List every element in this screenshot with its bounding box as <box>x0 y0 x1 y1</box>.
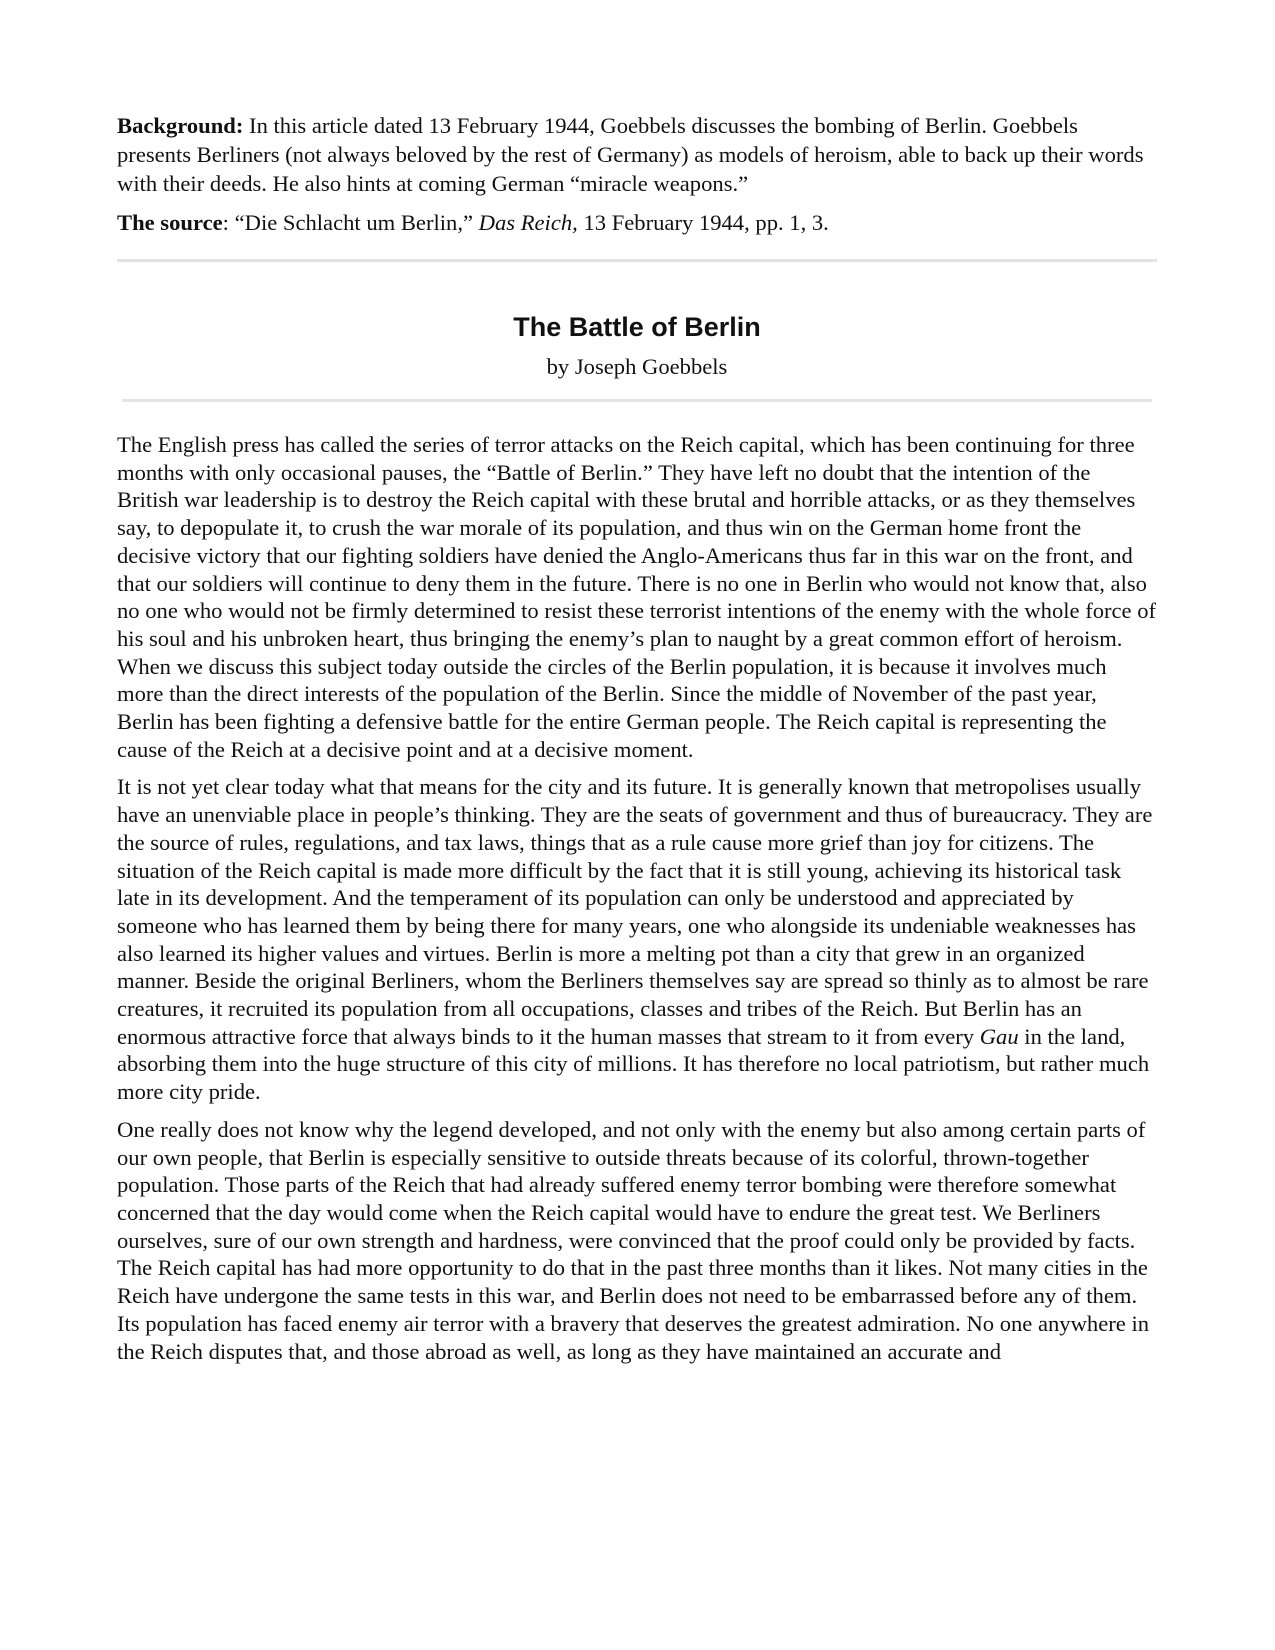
body-paragraph-2 <box>117 773 1157 1105</box>
source-paragraph <box>117 208 1157 237</box>
article-byline: by Joseph Goebbels <box>546 354 728 379</box>
article-body <box>117 431 1157 1365</box>
source-label: The source <box>117 210 223 235</box>
background-paragraph <box>117 111 1157 198</box>
background-text: In this article dated 13 February 1944, Goebbels discusses the bombing of Berlin. Goebbels presents Berliners (not always beloved by the rest of Germany) as models of heroism, able to back up their words with their deeds. He also hints at coming German “miracle weapons.” <box>117 113 1144 196</box>
article-title: The Battle of Berlin <box>513 312 761 342</box>
source-title: “Die Schlacht um Berlin,” <box>234 210 479 235</box>
intro-section <box>117 111 1157 237</box>
title-divider <box>122 399 1152 402</box>
source-details: 13 February 1944, pp. 1, 3. <box>577 210 829 235</box>
paragraph-2-text-a: It is not yet clear today what that means for the city and its future. It is generally known that metropolises usually have an unenviable place in people’s thinking. They are the seats of government and thus of bureaucracy. They are the source of rules, regulations, and tax laws, things that as a rule cause more grief than joy for citizens. The situation of the Reich capital is made more difficult by the fact that it is still young, achieving its historical task late in its development. And the temperament of its population can only be understood and appreciated by someone who has learned them by being there for many years, one who alongside its undeniable weaknesses has also learned its higher values and virtues. Berlin is more a melting pot than a city that grew in an organized manner. Beside the original Berliners, whom the Berliners themselves say are spread so thinly as to almost be rare creatures, it recruited its population from all occupations, classes and tribes of the Reich. But Berlin has an enormous attractive force that always binds to it the human masses that stream to it from every <box>117 774 1153 1049</box>
body-paragraph-1: The English press has called the series of terror attacks on the Reich capital, which has been continuing for three months with only occasional pauses, the “Battle of Berlin.” They have left no doubt that the intention of the British war leadership is to destroy the Reich capital with these brutal and horrible attacks, or as they themselves say, to depopulate it, to crush the war morale of its population, and thus win on the German home front the decisive victory that our fighting soldiers have denied the Anglo-Americans thus far in this war on the front, and that our soldiers will continue to deny them in the future. There is no one in Berlin who would not know that, also no one who would not be firmly determined to resist these terrorist intentions of the enemy with the whole force of his soul and his unbroken heart, thus bringing the enemy’s plan to naught by a great common effort of heroism. When we discuss this subject today outside the circles of the Berlin population, it is because it involves much more than the direct interests of the population of the Berlin. Since the middle of November of the past year, Berlin has been fighting a defensive battle for the entire German people. The Reich capital is representing the cause of the Reich at a decisive point and at a decisive moment. <box>117 432 1157 762</box>
gau-term: Gau <box>979 1023 1019 1049</box>
body-paragraph-3: One really does not know why the legend developed, and not only with the enemy but also among certain parts of our own people, that Berlin is especially sensitive to outside threats because of its colorful, thrown-together population. Those parts of the Reich that had already suffered enemy terror bombing were therefore somewhat concerned that the day would come when the Reich capital would have to endure the great test. We Berliners ourselves, sure of our own strength and hardness, were convinced that the proof could only be provided by facts. The Reich capital has had more opportunity to do that in the past three months than it likes. Not many cities in the Reich have undergone the same tests in this war, and Berlin does not need to be embarrassed before any of them. Its population has faced enemy air terror with a bravery that deserves the greatest admiration. No one anywhere in the Reich disputes that, and those abroad as well, as long as they have maintained an accurate and <box>117 1116 1150 1364</box>
top-divider <box>117 259 1157 262</box>
document-page <box>117 111 1157 1365</box>
source-publication: Das Reich, <box>478 210 578 235</box>
paragraph-2-text-b: in the land, absorbing them into the huge structure of this city of millions. It has therefore no local patriotism, but rather much more city pride. <box>117 1023 1150 1105</box>
background-label: Background: <box>117 113 244 138</box>
source-colon: : <box>222 210 235 235</box>
